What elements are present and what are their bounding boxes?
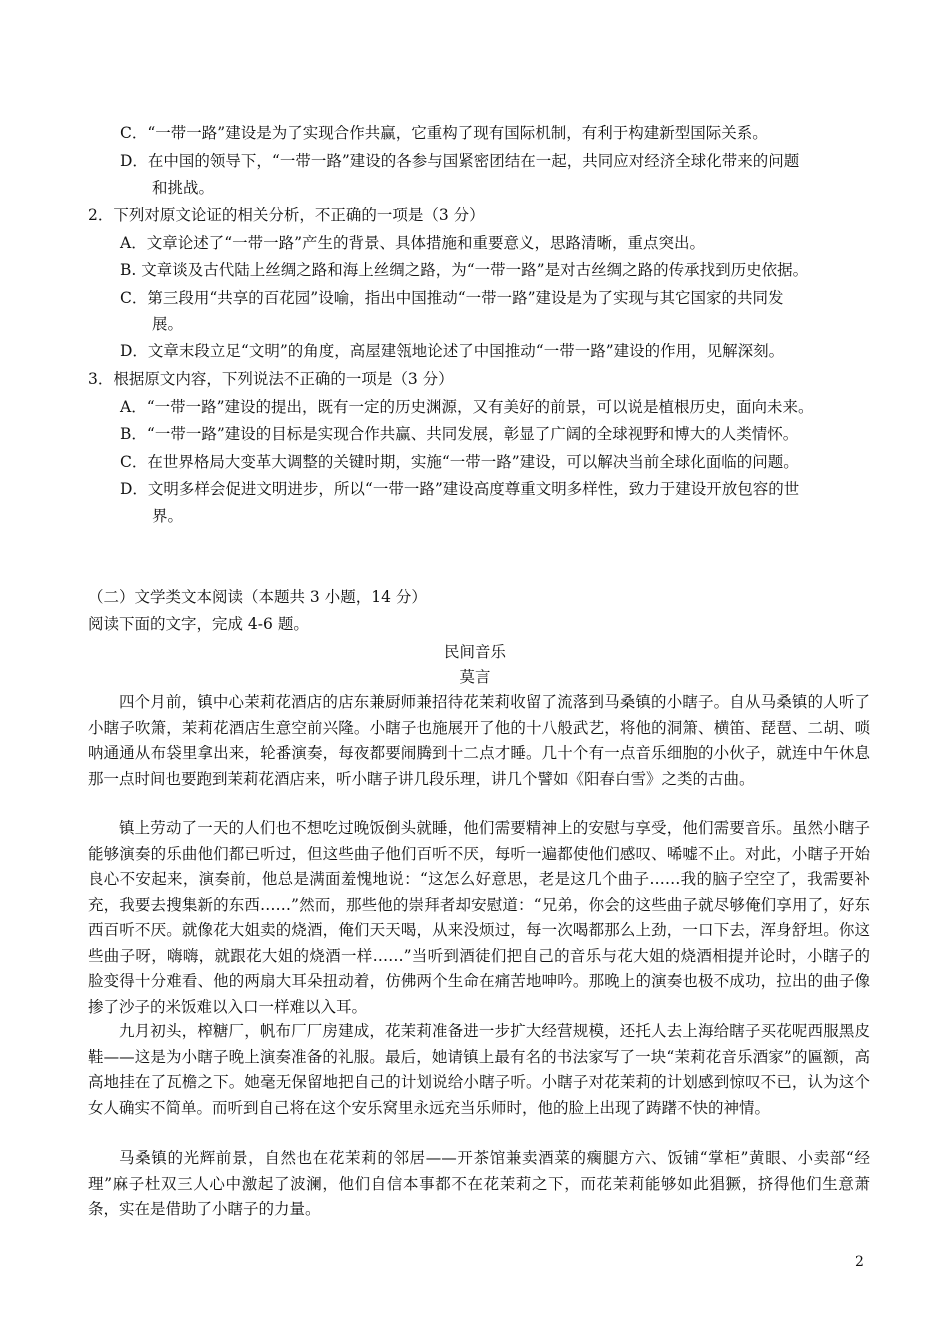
- section-instruction: 阅读下面的文字，完成 4-6 题。: [88, 615, 309, 633]
- story-author: 莫言: [459, 668, 491, 686]
- q2-option-c-cont: 展。: [152, 315, 184, 333]
- q2-option-a: A．文章论述了“一带一路”产生的背景、具体措施和重要意义，思路清晰，重点突出。: [120, 234, 706, 252]
- q3-option-d-cont: 界。: [152, 507, 184, 525]
- q2-stem: 2．下列对原文论证的相关分析，不正确的一项是（3 分）: [88, 206, 485, 224]
- q1-option-c: C．“一带一路”建设是为了实现合作共赢，它重构了现有国际机制，有利于构建新型国际关系。: [120, 124, 768, 142]
- q3-option-b: B．“一带一路”建设的目标是实现合作共赢、共同发展，彰显了广阔的全球视野和博大的人类情怀。: [120, 425, 799, 443]
- q2-option-d: D．文章末段立足“文明”的角度，高屋建瓴地论述了中国推动“一带一路”建设的作用，见解深刻。: [120, 342, 785, 360]
- q1-option-d: D．在中国的领导下，“一带一路”建设的各参与国紧密团结在一起，共同应对经济全球化带来的问题: [120, 152, 800, 170]
- q3-option-a: A．“一带一路”建设的提出，既有一定的历史渊源，又有美好的前景，可以说是植根历史，面向未来。: [120, 398, 814, 416]
- story-paragraph-2: 镇上劳动了一天的人们也不想吃过晚饭倒头就睡，他们需要精神上的安慰与享受，他们需要音乐。虽然小瞎子能够演奏的乐曲他们都已听过，但这些曲子他们百听不厌，每听一遍都使他们感叹、唏嘘不止。对此，小瞎子开始良心不安起来，演奏前，他总是满面羞愧地说：“这怎么好意思，老是这几个曲子……我的脑子空空了，我需要补充，我要去搜集新的东西……”然而，那些他的崇拜者却安慰道：“兄弟，你会的这些曲子就尽够俺们享用了，好东西百听不厌。就像花大姐卖的烧酒，俺们天天喝，从来没烦过，每一次喝都那么上劲，一口下去，浑身舒坦。你这些曲子呀，嗨嗨，就跟花大姐的烧酒一样……”当听到酒徒们把自己的音乐与花大姐的烧酒相提并论时，小瞎子的脸变得十分难看、他的两扇大耳朵扭动着，仿佛两个生命在痛苦地呻吟。那晚上的演奏也极不成功，拉出的曲子像掺了沙子的米饭难以入口一样难以入耳。: [88, 819, 870, 1016]
- page-number: 2: [855, 1254, 864, 1270]
- q2-option-c: C．第三段用“共享的百花园”设喻，指出中国推动“一带一路”建设是为了实现与其它国家的共同发: [120, 289, 784, 307]
- story-title: 民间音乐: [443, 643, 506, 661]
- story-paragraph-4: 马桑镇的光辉前景，自然也在花茉莉的邻居——开茶馆兼卖酒菜的瘸腿方六、饭铺“掌柜”黄眼、小卖部“经理”麻子杜双三人心中激起了波澜，他们自信本事都不在花茉莉之下，而花茉莉能够如此猖獗，挤得他们生意萧条，实在是借助了小瞎子的力量。: [88, 1149, 870, 1218]
- q3-option-d: D．文明多样会促进文明进步，所以“一带一路”建设高度尊重文明多样性，致力于建设开放包容的世: [120, 480, 800, 498]
- story-paragraph-1: 四个月前，镇中心茉莉花酒店的店东兼厨师兼招待花茉莉收留了流落到马桑镇的小瞎子。自从马桑镇的人听了小瞎子吹箫，茉莉花酒店生意空前兴隆。小瞎子也施展开了他的十八般武艺，将他的洞箫、横笛、琵琶、二胡、唢呐通通从布袋里拿出来，轮番演奏，每夜都要闹腾到十二点才睡。几十个有一点音乐细胞的小伙子，就连中午休息那一点时间也要跑到茉莉花酒店来，听小瞎子讲几段乐理，讲几个譬如《阳春白雪》之类的古曲。: [88, 693, 870, 788]
- section-heading: （二）文学类文本阅读（本题共 3 小题，14 分）: [88, 588, 427, 606]
- story-paragraph-3: 九月初头，榨糖厂，帆布厂厂房建成，花茉莉准备进一步扩大经营规模，还托人去上海给瞎子买花呢西服黑皮鞋——这是为小瞎子晚上演奏准备的礼服。最后，她请镇上最有名的书法家写了一块“茉莉花音乐酒家”的匾额，高高地挂在了瓦檐之下。她毫无保留地把自己的计划说给小瞎子听。小瞎子对花茉莉的计划感到惊叹不已，认为这个女人确实不简单。而听到自己将在这个安乐窝里永远充当乐师时，他的脸上出现了踌躇不快的神情。: [88, 1022, 870, 1117]
- q1-option-d-cont: 和挑战。: [152, 179, 215, 197]
- q3-stem: 3．根据原文内容，下列说法不正确的一项是（3 分）: [88, 370, 454, 388]
- q2-option-b: B. 文章谈及古代陆上丝绸之路和海上丝绸之路，为“一带一路”是对古丝绸之路的传承找到历史依据。: [120, 261, 809, 279]
- q3-option-c: C．在世界格局大变革大调整的关键时期，实施“一带一路”建设，可以解决当前全球化面临的问题。: [120, 453, 799, 471]
